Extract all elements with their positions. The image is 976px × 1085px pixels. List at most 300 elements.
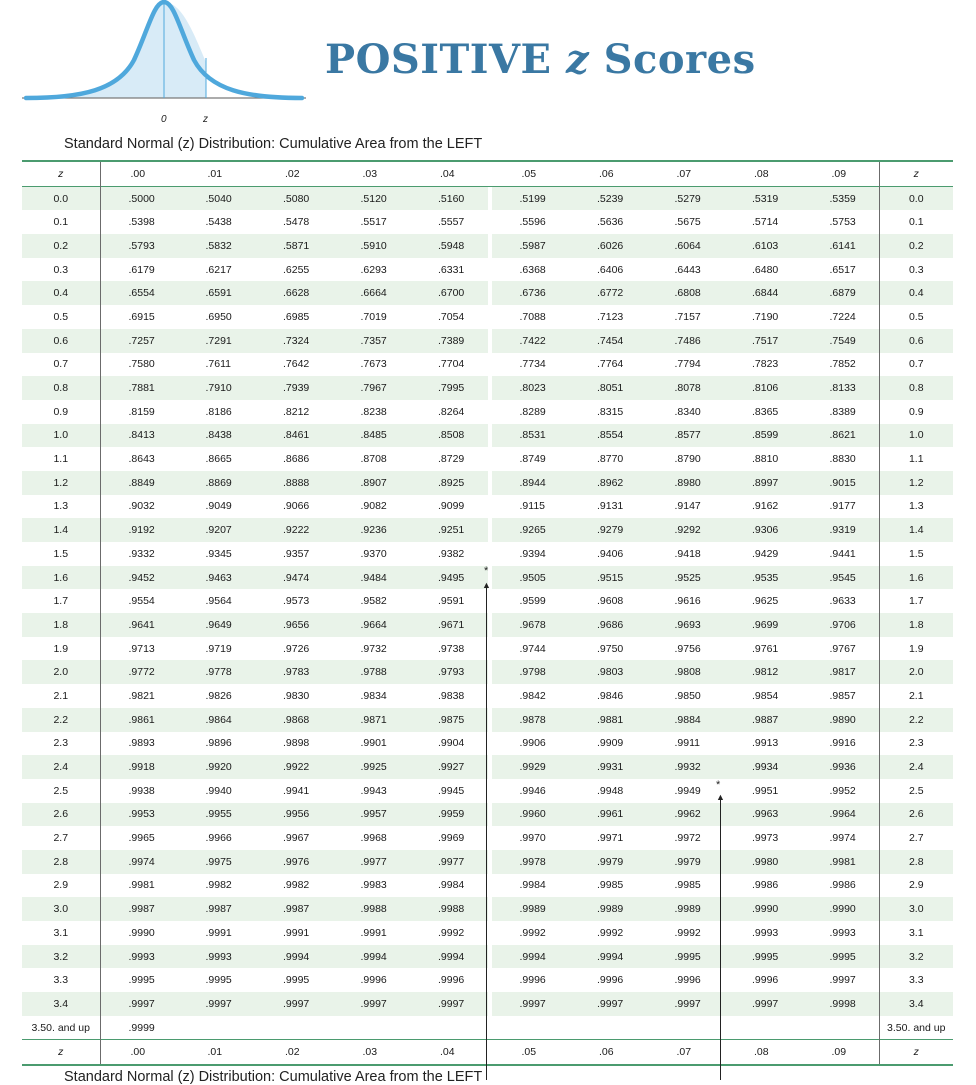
row-z-value-right: 3.4 — [879, 992, 953, 1016]
table-row — [22, 708, 953, 732]
cell-value: .6517 — [829, 263, 856, 276]
cell-value: .9803 — [569, 660, 647, 684]
cell-value: .9970 — [519, 832, 546, 845]
row-z-value: 2.8 — [22, 850, 100, 874]
row-z-value: 0.2 — [22, 234, 100, 258]
cell-value: .9778 — [178, 660, 256, 684]
row-z-value-right: 0.1 — [879, 210, 953, 234]
cell-value: .9997 — [255, 992, 333, 1016]
cell-value: .9898 — [283, 737, 310, 750]
cell-value: .7486 — [647, 329, 725, 353]
cell-value: .9222 — [255, 518, 333, 542]
cell-value: .9955 — [178, 803, 256, 827]
cell-value: .9452 — [100, 566, 178, 590]
cell-value: .9633 — [829, 595, 856, 608]
cell-value: .9993 — [752, 926, 779, 939]
cell-value: .9382 — [438, 547, 465, 560]
cell-value: .9918 — [100, 755, 178, 779]
footer-col-5: .05 — [521, 1046, 537, 1059]
cell-value: .6844 — [724, 281, 802, 305]
cell-value: .7088 — [519, 310, 546, 323]
header-col-6: .06 — [599, 167, 614, 180]
cell-value: .9984 — [519, 879, 546, 892]
table-row — [22, 353, 953, 377]
cell-value: .5910 — [333, 234, 411, 258]
cell-value: .9713 — [128, 642, 155, 655]
cell-value: .9821 — [128, 689, 155, 702]
table-row — [22, 1016, 953, 1040]
cell-value: .7357 — [333, 329, 411, 353]
cell-value: .9761 — [752, 642, 779, 655]
cell-value: .9599 — [519, 595, 546, 608]
cell-value: .6554 — [100, 281, 178, 305]
cell-value: .5832 — [178, 234, 256, 258]
cell-value: .9505 — [492, 566, 570, 590]
cell-value: .6628 — [255, 281, 333, 305]
cell-value: .8340 — [674, 405, 701, 418]
cell-value: .9429 — [752, 547, 779, 560]
cell-value: .9732 — [360, 642, 387, 655]
cell-value: .5160 — [410, 186, 488, 210]
cell-value: .9951 — [752, 784, 779, 797]
table-row — [22, 637, 953, 661]
cell-value: .9974 — [100, 850, 178, 874]
cell-value: .8665 — [205, 453, 232, 466]
cell-value: .7823 — [752, 358, 779, 371]
row-z-value-right: 2.2 — [879, 708, 953, 732]
cell-value: .6664 — [333, 281, 411, 305]
cell-value: .9279 — [569, 518, 647, 542]
row-z-value: 0.7 — [22, 353, 100, 377]
cell-value: .9959 — [410, 803, 488, 827]
cell-value: .7764 — [597, 358, 624, 371]
row-z-value: 1.5 — [22, 542, 100, 566]
cell-value: .9957 — [333, 803, 411, 827]
cell-value — [647, 1016, 725, 1040]
cell-value: .9997 — [724, 992, 802, 1016]
cell-value: .9706 — [802, 613, 880, 637]
cell-value: .6480 — [752, 263, 779, 276]
cell-value: .9756 — [674, 642, 701, 655]
cell-value: .9864 — [178, 708, 256, 732]
cell-value: .9738 — [438, 642, 465, 655]
row-z-value-right: 3.50. and up — [879, 1016, 953, 1040]
cell-value: .8554 — [569, 424, 647, 448]
cell-value: .9678 — [492, 613, 570, 637]
footer-col-7: .07 — [676, 1046, 692, 1059]
cell-value: .8413 — [100, 424, 178, 448]
cell-value: .5948 — [410, 234, 488, 258]
cell-value: .9994 — [333, 945, 411, 969]
cell-value: .9996 — [360, 974, 387, 987]
cell-value: .9884 — [647, 708, 725, 732]
cell-value: .7881 — [100, 376, 178, 400]
row-z-value: 0.1 — [22, 210, 100, 234]
cell-value: .9992 — [674, 926, 701, 939]
cell-value: .8599 — [724, 424, 802, 448]
page-title: POSITIVE z Scores — [325, 36, 756, 83]
cell-value: .8830 — [829, 453, 856, 466]
cell-value: .9082 — [360, 500, 387, 513]
cell-value: .9616 — [674, 595, 701, 608]
row-z-value-right: 2.6 — [879, 803, 953, 827]
cell-value: .9995 — [205, 974, 232, 987]
cell-value: .9573 — [283, 595, 310, 608]
cell-value: .9999 — [128, 1021, 155, 1034]
row-z-value-right: 1.3 — [879, 495, 953, 519]
row-z-value: 3.1 — [22, 921, 100, 945]
cell-value: .9990 — [802, 897, 880, 921]
cell-value: .9909 — [597, 737, 624, 750]
cell-value: .6064 — [647, 234, 725, 258]
header-col-1: .01 — [207, 167, 223, 180]
cell-value: .9945 — [438, 784, 465, 797]
cell-value: .9441 — [829, 547, 856, 560]
cell-value: .9901 — [360, 737, 387, 750]
cell-value: .5120 — [333, 186, 411, 210]
row-z-value: 2.3 — [22, 732, 100, 756]
table-row — [22, 258, 953, 282]
cell-value — [255, 1016, 333, 1040]
table-row — [22, 850, 953, 874]
cell-value: .9750 — [597, 642, 624, 655]
annotation-arrow-1 — [486, 585, 487, 1080]
cell-value: .5359 — [802, 186, 880, 210]
cell-value: .9987 — [100, 897, 178, 921]
cell-value: .8212 — [283, 405, 310, 418]
cell-value: .9817 — [802, 660, 880, 684]
cell-value: .9991 — [205, 926, 232, 939]
cell-value: .8907 — [333, 471, 411, 495]
cell-value: .9956 — [255, 803, 333, 827]
row-z-value-right: 2.3 — [879, 732, 953, 756]
cell-value: .9997 — [647, 992, 725, 1016]
cell-value: .7422 — [492, 329, 570, 353]
table-footer-row — [22, 1040, 953, 1065]
row-z-value-right: 3.0 — [879, 897, 953, 921]
row-z-value-right: 0.8 — [879, 376, 953, 400]
row-z-value: 0.5 — [22, 305, 100, 329]
cell-value: .6808 — [647, 281, 725, 305]
cell-value: .9996 — [752, 974, 779, 987]
cell-value: .9994 — [255, 945, 333, 969]
cell-value: .9995 — [283, 974, 310, 987]
cell-value: .6443 — [674, 263, 701, 276]
cell-value: .7291 — [178, 329, 256, 353]
header-col-4: .04 — [440, 167, 455, 180]
cell-value: .9545 — [802, 566, 880, 590]
cell-value: .9332 — [128, 547, 155, 560]
row-z-value-right: 2.0 — [879, 660, 953, 684]
table-row — [22, 684, 953, 708]
cell-value: .9913 — [752, 737, 779, 750]
cell-value: .6217 — [205, 263, 232, 276]
cell-value: .9972 — [674, 832, 701, 845]
cell-value: .9964 — [802, 803, 880, 827]
cell-value: .8962 — [569, 471, 647, 495]
cell-value: .9932 — [647, 755, 725, 779]
cell-value: .9998 — [802, 992, 880, 1016]
row-z-value-right: 0.4 — [879, 281, 953, 305]
table-row — [22, 471, 953, 495]
cell-value: .9997 — [178, 992, 256, 1016]
cell-value: .7995 — [410, 376, 488, 400]
cell-value: .9370 — [360, 547, 387, 560]
cell-value: .8238 — [360, 405, 387, 418]
cell-value: .5239 — [569, 186, 647, 210]
cell-value: .6293 — [360, 263, 387, 276]
cell-value: .9292 — [647, 518, 725, 542]
table-row — [22, 234, 953, 258]
header-col-7: .07 — [676, 167, 692, 180]
row-z-value-right: 2.7 — [879, 826, 953, 850]
row-z-value: 3.50. and up — [22, 1016, 100, 1040]
table-row — [22, 755, 953, 779]
cell-value: .6368 — [519, 263, 546, 276]
cell-value: .9986 — [752, 879, 779, 892]
cell-value: .9982 — [205, 879, 232, 892]
table-row — [22, 518, 953, 542]
table-row — [22, 826, 953, 850]
cell-value: .6950 — [205, 310, 232, 323]
cell-value: .9976 — [255, 850, 333, 874]
cell-value: .9996 — [519, 974, 546, 987]
cell-value: .7611 — [205, 358, 231, 371]
table-row — [22, 424, 953, 448]
cell-value: .9984 — [438, 879, 465, 892]
cell-value: .9993 — [100, 945, 178, 969]
cell-value: .7190 — [752, 310, 779, 323]
table-row — [22, 400, 953, 424]
cell-value: .9991 — [283, 926, 310, 939]
row-z-value-right: 2.9 — [879, 874, 953, 898]
header-col-2: .02 — [285, 167, 300, 180]
table-row — [22, 921, 953, 945]
normal-curve-diagram — [22, 0, 306, 128]
cell-value: .6591 — [178, 281, 256, 305]
cell-value: .5636 — [597, 216, 624, 229]
table-row — [22, 329, 953, 353]
cell-value — [724, 1016, 802, 1040]
cell-value: .8159 — [128, 405, 155, 418]
cell-value: .8508 — [410, 424, 488, 448]
cell-value: .6700 — [410, 281, 488, 305]
arrow-head-1: ▲ — [482, 580, 491, 590]
table-row — [22, 210, 953, 234]
header-col-3: .03 — [362, 167, 378, 180]
row-z-value: 1.2 — [22, 471, 100, 495]
cell-value: .9236 — [333, 518, 411, 542]
cell-value: .9838 — [438, 689, 465, 702]
cell-value: .9671 — [410, 613, 488, 637]
cell-value: .9881 — [569, 708, 647, 732]
cell-value: .9971 — [597, 832, 624, 845]
cell-value: .8643 — [128, 453, 155, 466]
cell-value: .8686 — [283, 453, 310, 466]
cell-value: .9920 — [178, 755, 256, 779]
cell-value: .9985 — [597, 879, 624, 892]
cell-value: .9925 — [333, 755, 411, 779]
cell-value: .5987 — [492, 234, 570, 258]
cell-value: .5199 — [492, 186, 570, 210]
cell-value: .6141 — [802, 234, 880, 258]
table-caption-bottom: Standard Normal (z) Distribution: Cumulative Area from the LEFT — [64, 1069, 483, 1085]
cell-value: .9641 — [100, 613, 178, 637]
row-z-value-right: 0.5 — [879, 305, 953, 329]
cell-value: .9994 — [492, 945, 570, 969]
cell-value: .8023 — [492, 376, 570, 400]
cell-value: .9484 — [333, 566, 411, 590]
cell-value: .8621 — [802, 424, 880, 448]
cell-value: .7852 — [829, 358, 856, 371]
cell-value: .9938 — [128, 784, 155, 797]
footer-z-right: z — [879, 1040, 953, 1065]
cell-value: .9686 — [569, 613, 647, 637]
cell-value: .5319 — [724, 186, 802, 210]
table-row — [22, 376, 953, 400]
table-row — [22, 968, 953, 992]
row-z-value-right: 3.2 — [879, 945, 953, 969]
cell-value: .9963 — [724, 803, 802, 827]
cell-value: .9994 — [569, 945, 647, 969]
cell-value: .6026 — [569, 234, 647, 258]
cell-value: .7257 — [100, 329, 178, 353]
row-z-value: 2.2 — [22, 708, 100, 732]
cell-value: .9979 — [569, 850, 647, 874]
cell-value: .9974 — [829, 832, 856, 845]
cell-value: .9783 — [255, 660, 333, 684]
footer-z-left: z — [22, 1040, 100, 1065]
header-col-0: .00 — [130, 167, 146, 180]
header-col-5: .05 — [521, 167, 537, 180]
cell-value: .9608 — [597, 595, 624, 608]
cell-value: .9995 — [128, 974, 155, 987]
cell-value — [569, 1016, 647, 1040]
cell-value: .9726 — [283, 642, 310, 655]
cell-value: .9981 — [802, 850, 880, 874]
cell-value: .9996 — [674, 974, 701, 987]
row-z-value: 1.0 — [22, 424, 100, 448]
table-row — [22, 281, 953, 305]
cell-value: .9975 — [178, 850, 256, 874]
annotation-arrow-2 — [720, 797, 721, 1080]
cell-value: .5478 — [283, 216, 310, 229]
cell-value: .6736 — [492, 281, 570, 305]
cell-value: .9893 — [128, 737, 155, 750]
cell-value: .9887 — [724, 708, 802, 732]
row-z-value-right: 1.7 — [879, 589, 953, 613]
cell-value: .9997 — [492, 992, 570, 1016]
cell-value: .5557 — [438, 216, 465, 229]
cell-value: .7454 — [569, 329, 647, 353]
cell-value: .9306 — [724, 518, 802, 542]
cell-value: .9943 — [360, 784, 387, 797]
cell-value: .9993 — [829, 926, 856, 939]
cell-value: .9463 — [178, 566, 256, 590]
cell-value: .8869 — [178, 471, 256, 495]
cell-value: .8790 — [674, 453, 701, 466]
cell-value: .9854 — [752, 689, 779, 702]
cell-value: .8577 — [647, 424, 725, 448]
cell-value: .7123 — [597, 310, 624, 323]
row-z-value-right: 0.7 — [879, 353, 953, 377]
cell-value: .9591 — [438, 595, 465, 608]
cell-value: .8944 — [492, 471, 570, 495]
cell-value: .8106 — [724, 376, 802, 400]
cell-value: .9693 — [647, 613, 725, 637]
cell-value: .9049 — [205, 500, 232, 513]
table-row — [22, 447, 953, 471]
row-z-value-right: 0.9 — [879, 400, 953, 424]
cell-value: .9032 — [128, 500, 155, 513]
cell-value: .9515 — [569, 566, 647, 590]
cell-value: .6331 — [438, 263, 465, 276]
cell-value: .9995 — [647, 945, 725, 969]
row-z-value: 2.1 — [22, 684, 100, 708]
cell-value: .9207 — [178, 518, 256, 542]
cell-value: .9525 — [647, 566, 725, 590]
cell-value: .8849 — [100, 471, 178, 495]
cell-value: .7580 — [128, 358, 155, 371]
cell-value: .9962 — [647, 803, 725, 827]
table-row — [22, 495, 953, 519]
cell-value: .8389 — [829, 405, 856, 418]
row-z-value-right: 0.2 — [879, 234, 953, 258]
cell-value: .8925 — [410, 471, 488, 495]
cell-value: .5675 — [674, 216, 701, 229]
cell-value: .8980 — [647, 471, 725, 495]
cell-value: .7939 — [255, 376, 333, 400]
cell-value: .8485 — [333, 424, 411, 448]
cell-value: .9988 — [410, 897, 488, 921]
cell-value: .9997 — [829, 974, 856, 987]
cell-value: .8133 — [802, 376, 880, 400]
cell-value: .9980 — [724, 850, 802, 874]
footer-col-3: .03 — [362, 1046, 378, 1059]
cell-value: .9904 — [438, 737, 465, 750]
table-row — [22, 305, 953, 329]
cell-value: .9495 — [410, 566, 488, 590]
cell-value: .8264 — [438, 405, 465, 418]
cell-value: .9931 — [569, 755, 647, 779]
cell-value: .5040 — [178, 186, 256, 210]
cell-value: .9788 — [333, 660, 411, 684]
row-z-value: 2.5 — [22, 779, 100, 803]
cell-value: .7324 — [255, 329, 333, 353]
footer-col-0: .00 — [130, 1046, 146, 1059]
cell-value: .9978 — [492, 850, 570, 874]
cell-value: .9968 — [360, 832, 387, 845]
cell-value: .9357 — [283, 547, 310, 560]
cell-value: .5753 — [829, 216, 856, 229]
cell-value: .7642 — [283, 358, 310, 371]
cell-value — [178, 1016, 256, 1040]
row-z-value: 1.8 — [22, 613, 100, 637]
cell-value: .9948 — [597, 784, 624, 797]
cell-value: .9987 — [255, 897, 333, 921]
table-row — [22, 874, 953, 898]
cell-value: .8531 — [492, 424, 570, 448]
row-z-value: 1.4 — [22, 518, 100, 542]
header-z-right: z — [879, 161, 953, 186]
row-z-value: 3.2 — [22, 945, 100, 969]
row-z-value-right: 0.0 — [879, 186, 953, 210]
cell-value: .9916 — [829, 737, 856, 750]
cell-value: .9812 — [724, 660, 802, 684]
row-z-value: 2.4 — [22, 755, 100, 779]
cell-value: .9834 — [360, 689, 387, 702]
cell-value: .5438 — [205, 216, 232, 229]
